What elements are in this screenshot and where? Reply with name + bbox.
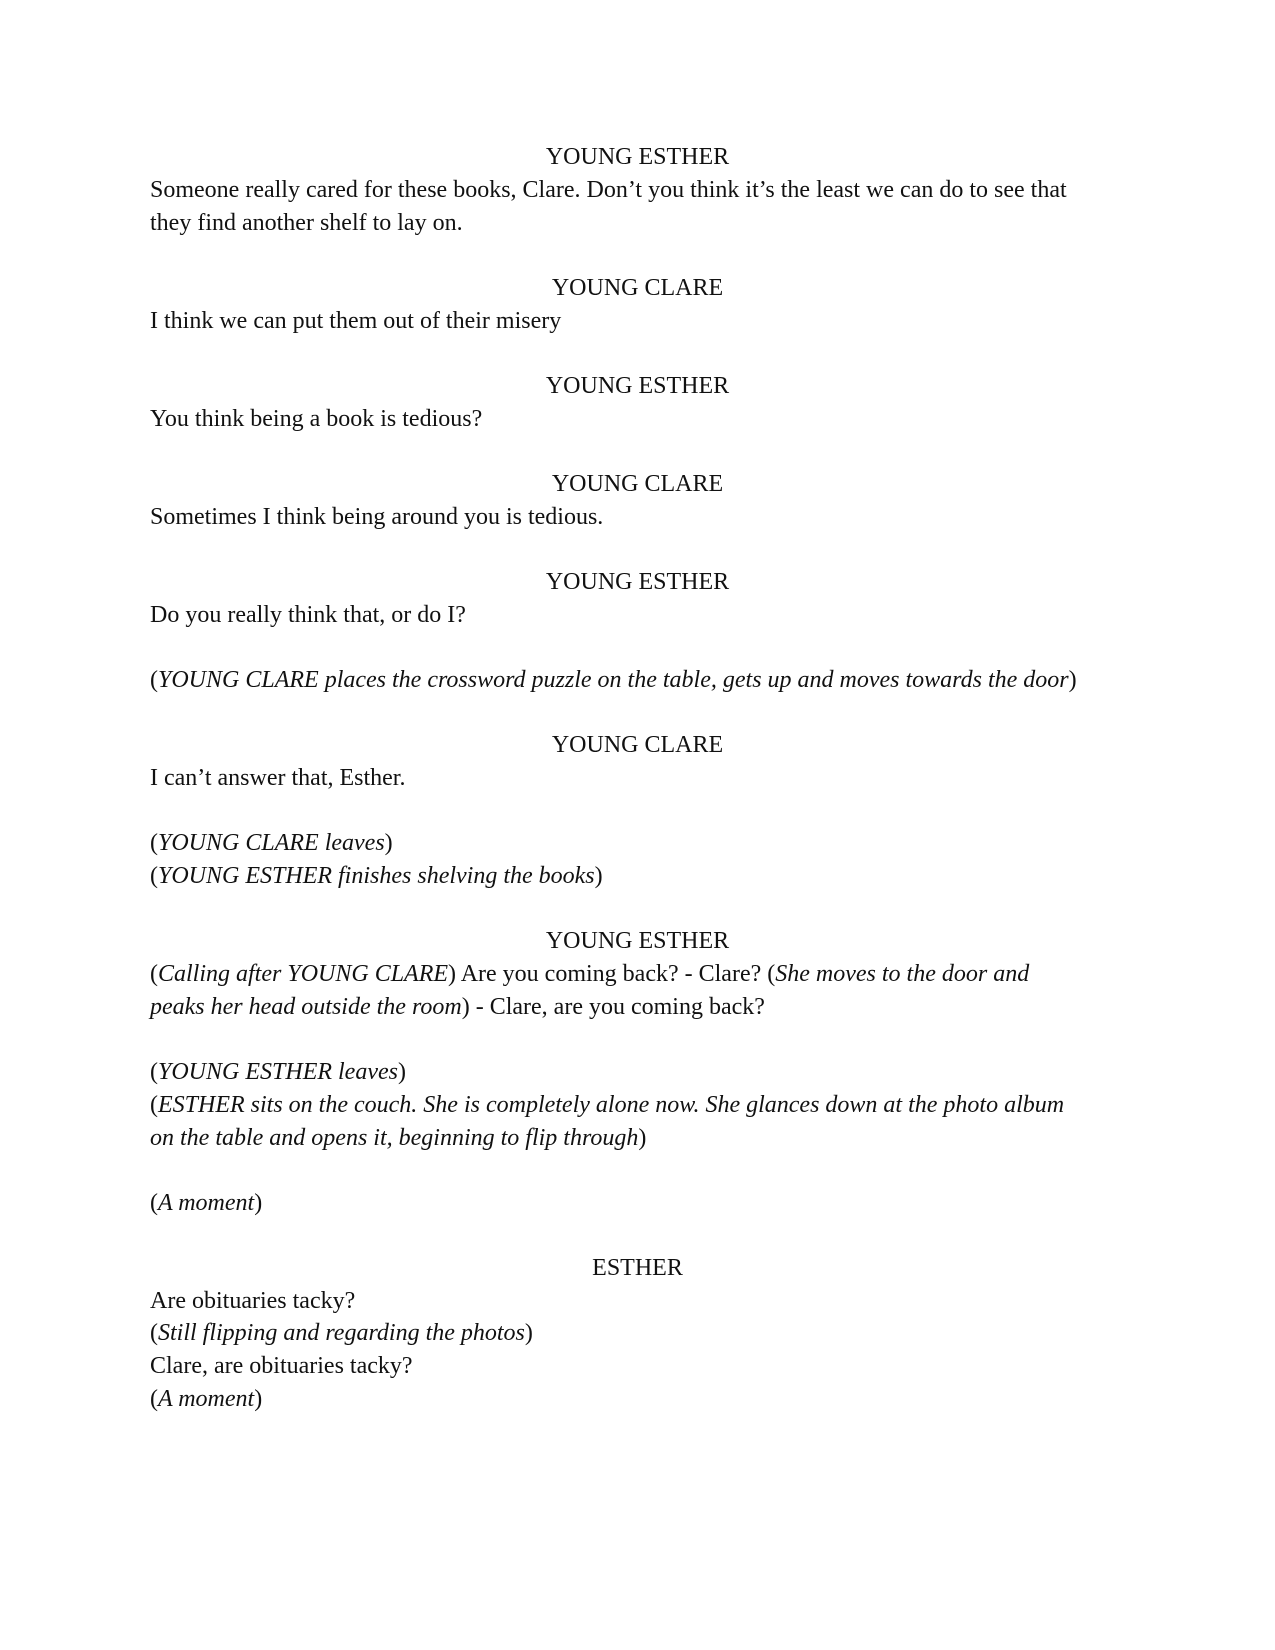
dialogue-line: Someone really cared for these books, Clare. Don’t you think it’s the least we can do to see that	[150, 177, 1067, 203]
character-cue: YOUNG CLARE	[551, 275, 724, 301]
dialogue-line: Sometimes I think being around you is tedious.	[150, 504, 604, 530]
dialogue-line: Do you really think that, or do I?	[150, 602, 466, 628]
stage-direction-text: YOUNG ESTHER leaves	[158, 1059, 398, 1085]
dialogue-line: Are obituaries tacky?	[150, 1288, 356, 1314]
character-cue: YOUNG ESTHER	[545, 373, 730, 399]
character-cue: YOUNG CLARE	[551, 732, 724, 758]
stage-direction: (YOUNG CLARE places the crossword puzzle on the table, gets up and moves towards the door)	[150, 667, 1077, 693]
character-cue: ESTHER	[592, 1255, 683, 1281]
stage-direction-text: Calling after YOUNG CLARE	[158, 961, 449, 987]
stage-direction: on the table and opens it, beginning to flip through)	[150, 1125, 647, 1151]
character-cue: YOUNG CLARE	[551, 471, 724, 497]
stage-direction-text: peaks her head outside the room	[150, 994, 462, 1020]
dialogue-line: You think being a book is tedious?	[150, 406, 483, 432]
dialogue-line: peaks her head outside the room) - Clare, are you coming back?	[150, 994, 765, 1020]
stage-direction: (Still flipping and regarding the photos)	[150, 1320, 533, 1346]
dialogue-line: I think we can put them out of their misery	[150, 308, 562, 334]
dialogue-text: - Clare, are you coming back?	[475, 994, 765, 1020]
dialogue-line: (Calling after YOUNG CLARE) Are you coming back? - Clare? (She moves to the door and	[150, 961, 1030, 987]
stage-direction-text: A moment	[158, 1386, 255, 1412]
stage-direction-text: YOUNG CLARE places the crossword puzzle on the table, gets up and moves towards the door	[158, 667, 1069, 693]
stage-direction-text: A moment	[158, 1190, 255, 1216]
stage-direction-text: ESTHER sits on the couch. She is completely alone now. She glances down at the photo album	[158, 1092, 1065, 1118]
stage-direction: (YOUNG CLARE leaves)	[150, 830, 393, 856]
stage-direction: (YOUNG ESTHER finishes shelving the books)	[150, 863, 603, 889]
stage-direction-text: on the table and opens it, beginning to flip through	[150, 1125, 639, 1151]
character-cue: YOUNG ESTHER	[545, 144, 730, 170]
stage-direction: (A moment)	[150, 1190, 263, 1216]
stage-direction-text: Still flipping and regarding the photos	[158, 1320, 525, 1346]
stage-direction-text: YOUNG CLARE leaves	[158, 830, 385, 856]
dialogue-text: Are you coming back? - Clare?	[460, 961, 762, 987]
stage-direction-text: YOUNG ESTHER finishes shelving the books	[158, 863, 595, 889]
dialogue-line: they find another shelf to lay on.	[150, 210, 463, 236]
dialogue-line: Clare, are obituaries tacky?	[150, 1353, 413, 1379]
stage-direction: (YOUNG ESTHER leaves)	[150, 1059, 406, 1085]
stage-direction-text: She moves to the door and	[775, 961, 1030, 987]
character-cue: YOUNG ESTHER	[545, 569, 730, 595]
stage-direction: (A moment)	[150, 1386, 263, 1412]
dialogue-line: I can’t answer that, Esther.	[150, 765, 406, 791]
character-cue: YOUNG ESTHER	[545, 928, 730, 954]
stage-direction: (ESTHER sits on the couch. She is completely alone now. She glances down at the photo album	[150, 1092, 1065, 1118]
